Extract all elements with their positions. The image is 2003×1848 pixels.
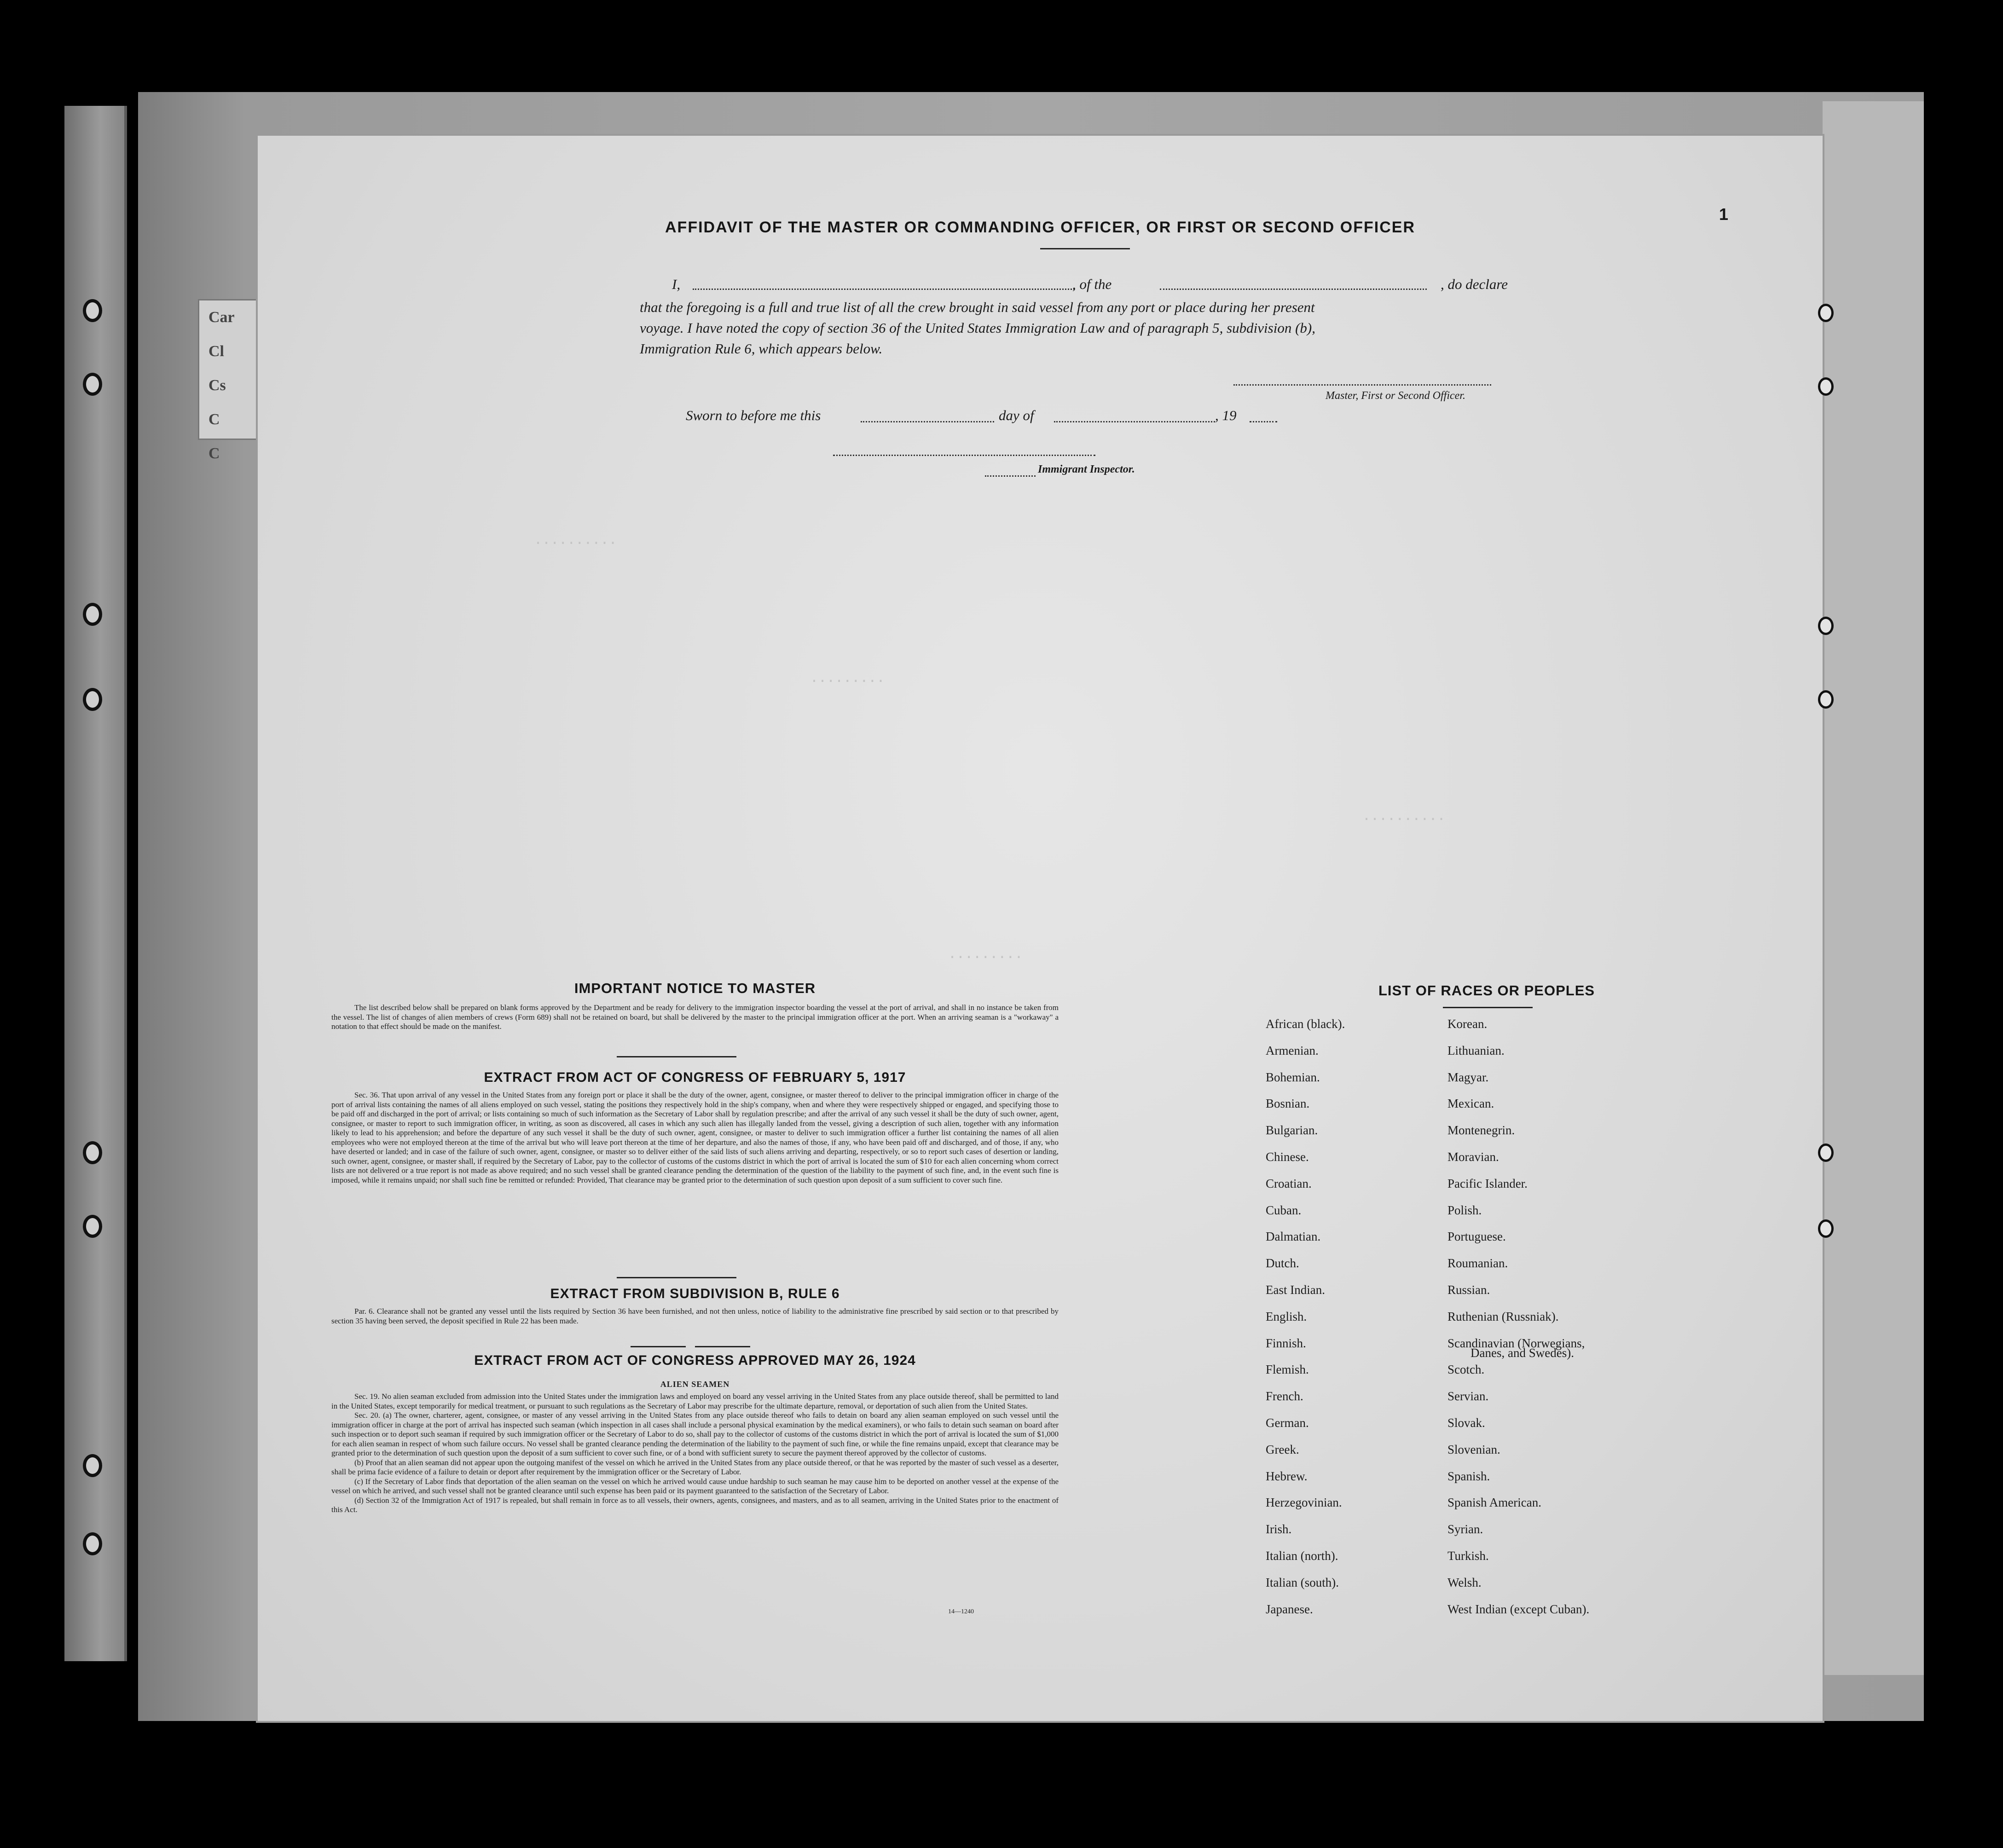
- affidavit-page: [258, 136, 1823, 1721]
- sec-19: Sec. 19. No alien seaman excluded from admission into the United States under the immigration laws and employed on board any vessel arriving in the United States from any place outside thereof, shall be permitted to land in the United States, except temporarily for medical treatment, or pursuant to such regulations as the Secretary of Labor may prescribe for the ultimate departure, removal, or deportation of such alien from the United States.: [331, 1392, 1059, 1410]
- race-item: German.: [1266, 1416, 1309, 1430]
- vessel-name-blank: [1160, 289, 1427, 290]
- race-item: Welsh.: [1447, 1575, 1482, 1589]
- extract-1924-subtitle: ALIEN SEAMEN: [660, 1380, 730, 1389]
- page-hole: [1818, 617, 1834, 635]
- race-item: African (black).: [1266, 1017, 1345, 1031]
- sec-20c: (c) If the Secretary of Labor finds that deportation of the alien seaman on the vessel on which he arrived would cause undue hardship to such seaman he may cause him to be deported on another vessel at the expense of the vessel on which he arrived, and such vessel shall not be granted clearance until such expense has been paid or its payment guaranteed to the satisfaction of the Secretary of Labor.: [331, 1477, 1059, 1495]
- extract-1924-body: [331, 1392, 1059, 1515]
- title-underline: [1040, 248, 1130, 249]
- affidavit-title: AFFIDAVIT OF THE MASTER OR COMMANDING OFFICER, OR FIRST OR SECOND OFFICER: [665, 219, 1415, 236]
- binder-hole: [83, 1454, 102, 1477]
- race-item: Slovenian.: [1447, 1442, 1500, 1456]
- sec-20a: Sec. 20. (a) The owner, charterer, agent, consignee, or master of any vessel arriving in the United States from any place outside thereof who fails to detain on board any alien seaman employed on such vessel until the immigration officer in charge at the port of arrival has inspected such seaman (which inspection in all cases shall include a personal physical examination by the medical examiners), or who fails to detain such seaman on board after such inspection or to deport such seaman if required by such immigration officer or the Secretary of Labor to do so, shall pay to the collector of customs of the customs district in which the port of arrival is located the sum of $1,000 for each alien seaman in respect of whom such failure occurs. No vessel shall be granted clearance pending the determination of the liability to the payment of such fine, or while the fine remains unpaid, except that clearance may be granted prior to the determination of such question upon the deposit of a sum sufficient to cover such fine, or of a bond with sufficient surety to secure the payment thereof approved by the collector of customs.: [331, 1411, 1059, 1457]
- race-item: Polish.: [1447, 1203, 1482, 1217]
- extract-1917-body: Sec. 36. That upon arrival of any vessel in the United States from any foreign port or place it shall be the duty of the owner, agent, consignee, or master thereof to deliver to the principal immigration officer in charge of the port of arrival lists containing the names of all aliens employed on such vessel, stating the positions they respectively hold in the ship's company, when and where they were respectively shipped or engaged, and specifying those to be paid off and discharged in the port of arrival; or lists containing so much of such information as the Secretary of Labor shall by regulation prescribe; and after the arrival of any such vessel it shall be the duty of such owner, agent, consignee, or master to report to such immigration officer, in writing, as soon as discovered, all cases in which any such alien has illegally landed from the vessel, giving a description of such alien, together with any information likely to lead to his apprehension; and before the departure of any such vessel it shall be the duty of such owner, agent, consignee, or master to deliver to such immigration officer a further list containing the names of all alien employees who were not employed thereon at the time of the arrival but who will leave port thereon at the time of her departure, and also the names of those, if any, who have been paid off and discharged, and of those, if any, who have deserted or landed; and in case of the failure of such owner, agent, consignee, or master so to deliver either of the said lists of such aliens arriving and departing, respectively, or so to report such cases of desertion or landing, such owner, agent, consignee, or master shall, if required by the Secretary of Labor, pay to the collector of customs of the customs district in which the port of arrival is located the sum of $10 for each alien concerning whom correct lists are not delivered or a true report is not made as above required; and no such vessel shall be granted clearance pending the determination of the question of the liability to the payment of such fine, and, in the event such fine is imposed, while it remains unpaid; nor shall such fine be remitted or refunded: Provided, That clearance may be granted prior to the determination of such question upon deposit of a sum sufficient to cover such fine.: [331, 1091, 1059, 1184]
- race-item: Bosnian.: [1266, 1097, 1310, 1111]
- sworn-year-blank: [1250, 421, 1277, 422]
- race-item: Scandinavian (Norwegians,: [1447, 1336, 1585, 1350]
- race-item: Montenegrin.: [1447, 1123, 1515, 1138]
- tab-label: Car: [208, 309, 235, 326]
- sworn-text: Sworn to before me this: [686, 407, 821, 423]
- sec-20b: (b) Proof that an alien seaman did not appear upon the outgoing manifest of the vessel on which he arrived in the United States from any place outside thereof, or that he was reported by the master of such vessel as a deserter, shall be prima facie evidence of a failure to detain or deport after requirement by the immigration officer or the Secretary of Labor.: [331, 1458, 1059, 1476]
- race-item: East Indian.: [1266, 1283, 1325, 1297]
- race-item: Servian.: [1447, 1389, 1489, 1403]
- sec-20d: (d) Section 32 of the Immigration Act of 1917 is repealed, but shall remain in force as to all vessels, their owners, agents, consignees, and masters, and as to all seamen, arriving in the United States prior to the enactment of this Act.: [331, 1496, 1059, 1514]
- inspector-dots: [985, 475, 1036, 477]
- race-item: Bulgarian.: [1266, 1123, 1318, 1138]
- declarant-name-blank: [693, 289, 1075, 290]
- inspector-label: Immigrant Inspector.: [1038, 463, 1135, 475]
- race-item: Herzegovinian.: [1266, 1496, 1342, 1510]
- race-item: Chinese.: [1266, 1150, 1309, 1164]
- sworn-month-blank: [1054, 421, 1215, 422]
- inspector-signature-line: [833, 455, 1095, 456]
- sworn-day-blank: [861, 421, 994, 422]
- race-item: Dalmatian.: [1266, 1230, 1321, 1244]
- race-item: Magyar.: [1447, 1070, 1489, 1084]
- race-item: Moravian.: [1447, 1150, 1499, 1164]
- bleed-through-mark: .........: [948, 946, 1023, 962]
- race-item: Pacific Islander.: [1447, 1176, 1528, 1190]
- race-item: Dutch.: [1266, 1256, 1299, 1270]
- race-item: Portuguese.: [1447, 1230, 1506, 1244]
- binder-hole: [83, 688, 102, 711]
- binder-hole: [83, 299, 102, 322]
- race-item: Irish.: [1266, 1522, 1292, 1536]
- affidavit-line-4: Immigration Rule 6, which appears below.: [640, 341, 883, 357]
- race-item: Italian (south).: [1266, 1575, 1339, 1589]
- race-item: Hebrew.: [1266, 1469, 1308, 1483]
- section-divider: [617, 1277, 736, 1278]
- master-signature-line: [1233, 384, 1491, 386]
- race-item: Roumanian.: [1447, 1256, 1508, 1270]
- race-item: Mexican.: [1447, 1097, 1494, 1111]
- extract-1917-title: EXTRACT FROM ACT OF CONGRESS OF FEBRUARY 5, 1917: [484, 1070, 906, 1085]
- race-item: Slovak.: [1447, 1416, 1485, 1430]
- bleed-through-mark: ..........: [1362, 808, 1446, 824]
- tab-label: Cs: [208, 377, 226, 394]
- binder-hole: [83, 603, 102, 626]
- sworn-year-prefix: , 19: [1215, 407, 1237, 423]
- race-item: Armenian.: [1266, 1043, 1319, 1057]
- page-hole: [1818, 377, 1834, 396]
- race-item: Croatian.: [1266, 1176, 1312, 1190]
- notice-body: The list described below shall be prepared on blank forms approved by the Department and be ready for delivery to the immigration inspector boarding the vessel at the port of arrival, and shall in no instance be taken from the vessel. The list of changes of alien members of crews (Form 689) shall not be retained on board, but shall be delivered by the master to the principal immigration officer at the port. When an arriving seaman is a "workaway" a notation to that effect should be made on the manifest.: [331, 1003, 1059, 1031]
- race-item: Greek.: [1266, 1442, 1299, 1456]
- page-hole: [1818, 1143, 1834, 1162]
- page-number: 1: [1719, 205, 1730, 224]
- race-item: Finnish.: [1266, 1336, 1306, 1350]
- race-item: English.: [1266, 1309, 1307, 1323]
- rule-6-body: Par. 6. Clearance shall not be granted any vessel until the lists required by Section 36 have been furnished, and not then unless, notice of liability to the administrative fine prescribed by said section or to that prescribed by section 35 having been served, the deposit specified in Rule 22 has been made.: [331, 1307, 1059, 1325]
- binder-hole: [83, 373, 102, 396]
- sworn-day-of: day of: [999, 407, 1034, 423]
- rule-6-title: EXTRACT FROM SUBDIVISION B, RULE 6: [550, 1286, 840, 1301]
- binder-hole: [83, 1141, 102, 1164]
- race-item: Scotch.: [1447, 1363, 1485, 1377]
- race-item: Danes, and Swedes).: [1470, 1346, 1574, 1360]
- races-underline: [1443, 1007, 1533, 1008]
- race-item: Cuban.: [1266, 1203, 1302, 1217]
- bleed-through-mark: .........: [810, 670, 885, 686]
- race-item: Japanese.: [1266, 1602, 1313, 1616]
- race-item: Korean.: [1447, 1017, 1488, 1031]
- race-item: Flemish.: [1266, 1363, 1309, 1377]
- race-item: Russian.: [1447, 1283, 1490, 1297]
- affidavit-line-2: that the foregoing is a full and true list of all the crew brought in said vessel from any port or place during her present: [640, 299, 1315, 315]
- extract-1924-title: EXTRACT FROM ACT OF CONGRESS APPROVED MAY 26, 1924: [474, 1353, 916, 1368]
- race-item: Ruthenian (Russniak).: [1447, 1309, 1559, 1323]
- races-title: LIST OF RACES OR PEOPLES: [1378, 982, 1595, 999]
- section-divider: [695, 1346, 750, 1347]
- master-signature-label: Master, First or Second Officer.: [1326, 390, 1465, 402]
- binder-hole: [83, 1532, 102, 1555]
- tab-label: C: [208, 411, 220, 428]
- tab-label: Cl: [208, 343, 224, 360]
- page-hole: [1818, 304, 1834, 322]
- race-item: Turkish.: [1447, 1549, 1489, 1563]
- race-item: Italian (north).: [1266, 1549, 1338, 1563]
- race-item: Spanish American.: [1447, 1496, 1541, 1510]
- vessel-prefix: , of the: [1072, 276, 1112, 292]
- binder-strip: [64, 106, 127, 1661]
- section-divider: [631, 1346, 686, 1347]
- race-item: Syrian.: [1447, 1522, 1483, 1536]
- form-number: 14—1240: [948, 1608, 974, 1615]
- race-item: Bohemian.: [1266, 1070, 1320, 1084]
- page-hole: [1818, 690, 1834, 709]
- underlying-page-edge: [1823, 101, 1924, 1675]
- tab-label: C: [208, 445, 220, 462]
- section-divider: [617, 1056, 736, 1057]
- declarant-prefix: I,: [672, 276, 681, 292]
- race-item: Spanish.: [1447, 1469, 1490, 1483]
- page-hole: [1818, 1219, 1834, 1238]
- affidavit-line-3: voyage. I have noted the copy of section 36 of the United States Immigration Law and of paragraph 5, subdivision (b),: [640, 320, 1315, 336]
- race-item: French.: [1266, 1389, 1303, 1403]
- bleed-through-mark: ..........: [534, 531, 617, 548]
- notice-title: IMPORTANT NOTICE TO MASTER: [574, 980, 816, 996]
- binder-hole: [83, 1215, 102, 1238]
- race-item: Lithuanian.: [1447, 1043, 1505, 1057]
- declare-text: , do declare: [1441, 276, 1508, 292]
- race-item: West Indian (except Cuban).: [1447, 1602, 1590, 1616]
